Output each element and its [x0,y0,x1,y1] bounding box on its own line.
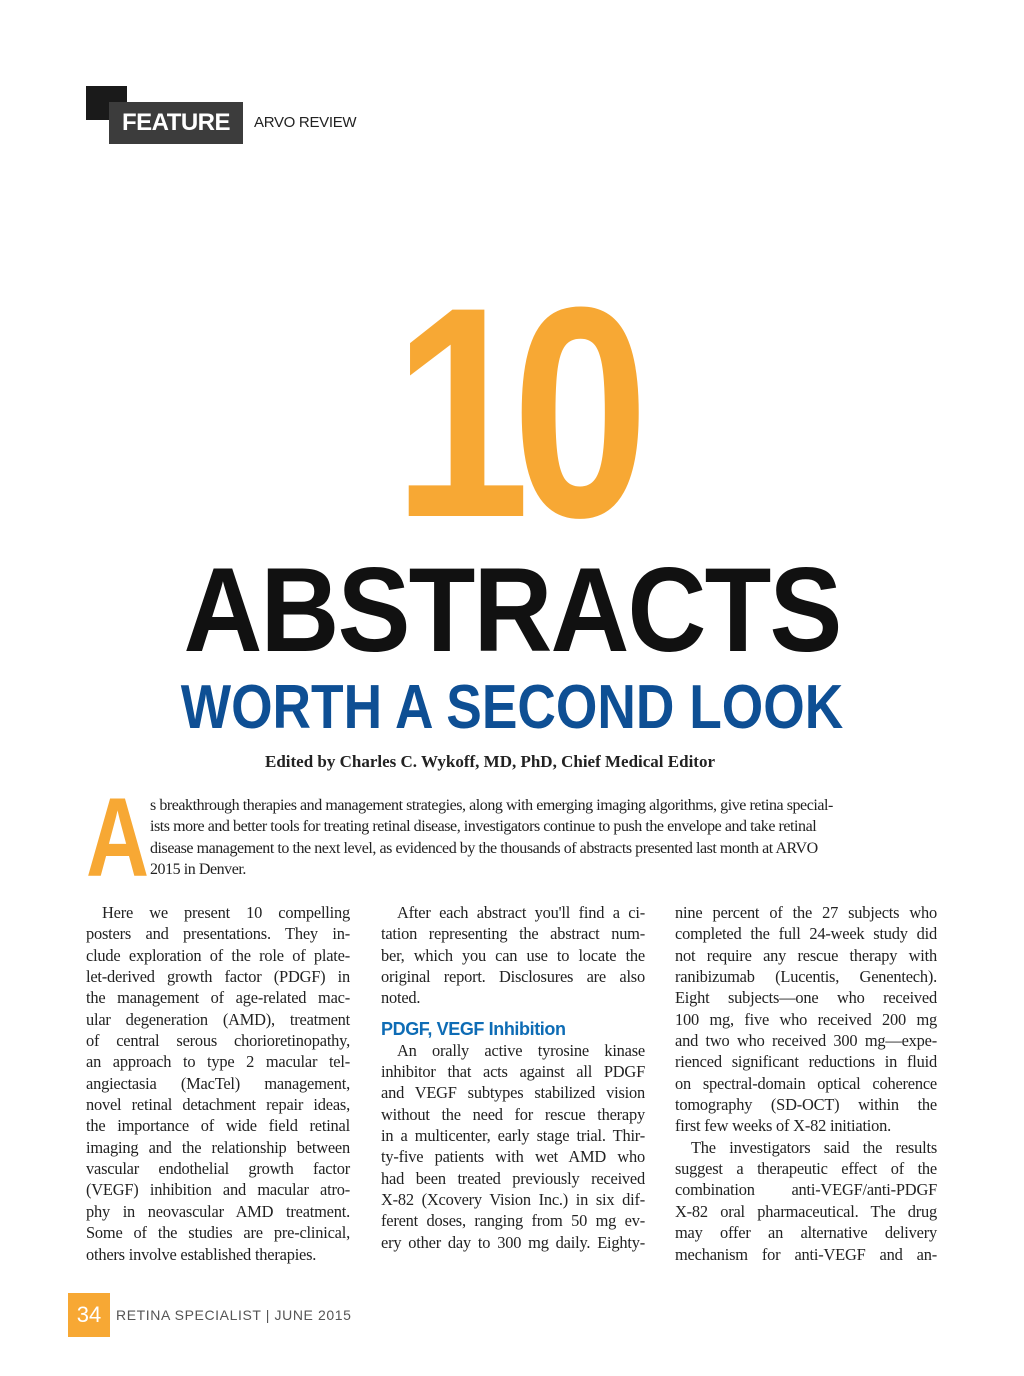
page-number: 34 [68,1293,110,1337]
body-line: phy in neovascular AMD treatment. [86,1201,350,1221]
intro-paragraph [150,795,940,880]
column-3 [675,902,937,1265]
body-line: The investigators said the results [691,1137,937,1157]
body-line: let-derived growth factor (PDGF) in [86,967,350,987]
intro-line: s breakthrough therapies and management strategies, along with emerging imaging algorithms, give retina special- [150,797,833,814]
body-line: original report. Disclosures are also [381,967,645,987]
intro-line: 2015 in Denver. [150,860,246,878]
body-line: mechanism for anti-VEGF and an- [675,1244,937,1264]
body-line: noted. [381,988,421,1008]
body-line: may offer an alternative delivery [675,1223,937,1243]
body-line: X-82 oral pharmaceutical. The drug [675,1201,937,1221]
body-line: An orally active tyrosine kinase [397,1040,645,1060]
body-line: without the need for rescue therapy [381,1104,645,1124]
body-line: combination anti-VEGF/anti-PDGF [675,1180,937,1200]
drop-cap: A [86,775,150,900]
body-line: Here we present 10 compelling [102,903,350,922]
body-line: posters and presentations. They in- [86,924,350,944]
body-line: 100 mg, five who received 200 mg [675,1009,937,1029]
page-title: ABSTRACTS [183,543,841,677]
body-line: tation representing the abstract num- [381,924,645,944]
byline: Edited by Charles C. Wykoff, MD, PhD, Chief Medical Editor [264,752,716,771]
page-subtitle: WORTH A SECOND LOOK [180,673,844,742]
body-line: of central serous chorioretinopathy, [86,1031,350,1051]
section-sublabel: ARVO REVIEW [254,114,357,131]
body-line: ery other day to 300 mg daily. Eighty- [381,1232,645,1252]
body-line: tomography (SD-OCT) within the [675,1095,937,1115]
body-line: imaging and the relationship between [86,1137,350,1157]
body-line: first few weeks of X-82 initiation. [675,1116,892,1136]
body-line: the importance of wide field retinal [86,1116,350,1136]
body-line: angiectasia (MacTel) management, [86,1073,350,1093]
body-line: had been treated previously received [381,1168,645,1188]
body-line: ferent doses, ranging from 50 mg ev- [381,1211,645,1231]
body-line: and two who received 300 mg—expe- [675,1031,937,1051]
body-line: clude exploration of the role of plate- [86,945,350,965]
body-line: X-82 (Xcovery Vision Inc.) in six dif- [381,1190,645,1210]
section-heading: PDGF, VEGF Inhibition [381,1018,566,1039]
body-line: completed the full 24-week study did [675,924,937,944]
intro-line: ists more and better tools for treating retinal disease, investigators continue to push the envelope and take retinal [150,818,817,836]
body-line: novel retinal detachment repair ideas, [86,1095,350,1115]
body-line: the management of age-related mac- [86,988,350,1008]
body-line: inhibitor that acts against all PDGF [381,1062,645,1082]
body-line: Some of the studies are pre-clinical, [86,1223,350,1243]
column-2 [381,902,645,1253]
body-line: suggest a therapeutic effect of the [675,1159,937,1179]
body-line: and VEGF subtypes stabilized vision [381,1083,645,1103]
body-line: rienced significant reductions in fluid [675,1052,937,1072]
body-line: ular degeneration (AMD), treatment [86,1009,350,1029]
body-line: After each abstract you'll find a ci- [397,903,645,922]
section-tag: FEATURE [109,102,243,144]
intro-line: disease management to the next level, as evidenced by the thousands of abstracts presented last month at ARVO [150,839,818,857]
body-line: (VEGF) inhibition and macular atro- [86,1180,350,1200]
body-line: Eight subjects—one who received [675,988,937,1008]
body-line: in a multicenter, early stage trial. Thir- [381,1126,645,1146]
body-line: ber, which you can use to locate the [381,945,645,965]
body-line: vascular endothelial growth factor [86,1159,350,1179]
title-number: 10 [393,244,631,580]
body-line: an approach to type 2 macular tel- [86,1052,350,1072]
body-line: on spectral-domain optical coherence [675,1073,937,1093]
publication-footer: RETINA SPECIALIST | JUNE 2015 [116,1307,352,1323]
body-line: others involve established therapies. [86,1244,317,1264]
body-line: ranibizumab (Lucentis, Genentech). [675,967,937,987]
body-line: ty-five patients with wet AMD who [381,1147,645,1167]
column-1 [86,902,350,1265]
body-line: nine percent of the 27 subjects who [675,903,937,922]
body-line: not require any rescue therapy with [675,945,937,965]
